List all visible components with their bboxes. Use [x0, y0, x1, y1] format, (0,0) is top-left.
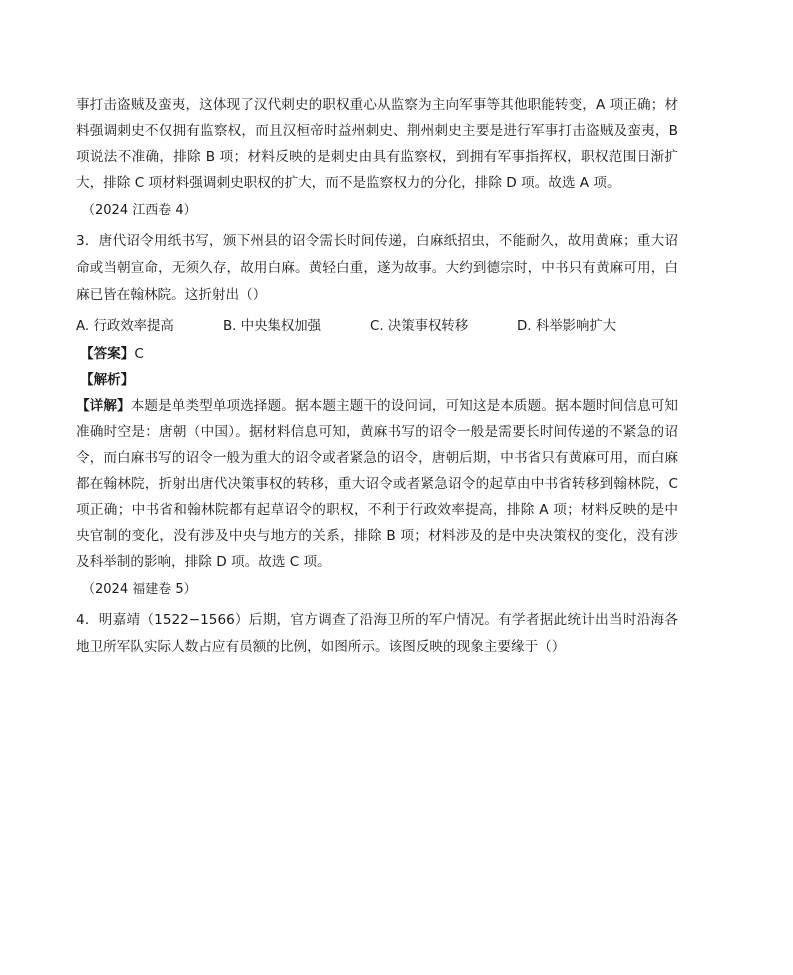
question-3-options [76, 315, 678, 339]
question-3-stem: 3．唐代诏令用纸书写，颁下州县的诏令需长时间传递，白麻纸招虫，不能耐久，故用黄麻；重大诏命或当朝宣命，无须久存，故用白麻。黄轻白重，遂为故事。大约到德宗时，中书只有黄麻可用，白麻已皆在翰林院。这折射出（） [76, 233, 678, 303]
document-content [76, 92, 678, 661]
option-d: D. 科举影响扩大 [517, 319, 617, 334]
question-3-source: （2024 江西卷 4） [82, 203, 197, 218]
answer-value: C [134, 346, 144, 362]
previous-question-explanation: 事打击盗贼及蛮夷，这体现了汉代刺史的职权重心从监察为主向军事等其他职能转变，A 项正确；材料强调刺史不仅拥有监察权，而且汉桓帝时益州刺史、荆州刺史主要是进行军事打击盗贼及蛮夷，B 项说法不准确，排除 B 项；材料反映的是刺史由具有监察权，到拥有军事指挥权，职权范围日渐扩大，排除 C 项材料强调刺史职权的扩大，而不是监察权力的分化，排除 D 项。故选 A 项。 [76, 97, 678, 191]
option-b: B. 中央集权加强 [223, 319, 322, 334]
detail-text: 本题是单类型单项选择题。据本题主题干的设问词，可知这是本质题。据本题时间信息可知准确时空是：唐朝（中国）。据材料信息可知，黄麻书写的诏令一般是需要长时间传递的不紧急的诏令，而白麻书写的诏令一般为重大的诏令或者紧急的诏令，唐朝后期，中书省只有黄麻可用，而白麻都在翰林院，折射出唐代决策事权的转移，重大诏令或者紧急诏令的起草由中书省转移到翰林院，C 项正确；中书省和翰林院都有起草诏令的职权，不利于行政效率提高，排除 A 项；材料反映的是中央官制的变化，没有涉及中央与地方的关系，排除 B 项；材料涉及的是中央决策权的变化，没有涉及科举制的影响，排除 D 项。故选 C 项。 [76, 398, 679, 570]
analysis-label: 【解析】 [80, 372, 135, 388]
question-4-stem: 4．明嘉靖（1522−1566）后期，官方调查了沿海卫所的军户情况。有学者据此统计出当时沿海各地卫所军队实际人数占应有员额的比例，如图所示。该图反映的现象主要缘于（） [76, 612, 678, 655]
answer-line [76, 341, 678, 367]
answer-label: 【答案】 [80, 346, 135, 362]
detail-paragraph [76, 393, 678, 575]
analysis-line [76, 367, 678, 393]
option-c: C. 决策事权转移 [370, 319, 469, 334]
detail-label: 【详解】 [76, 398, 131, 414]
question-4-source: （2024 福建卷 5） [82, 582, 197, 597]
option-a: A. 行政效率提高 [76, 319, 174, 334]
